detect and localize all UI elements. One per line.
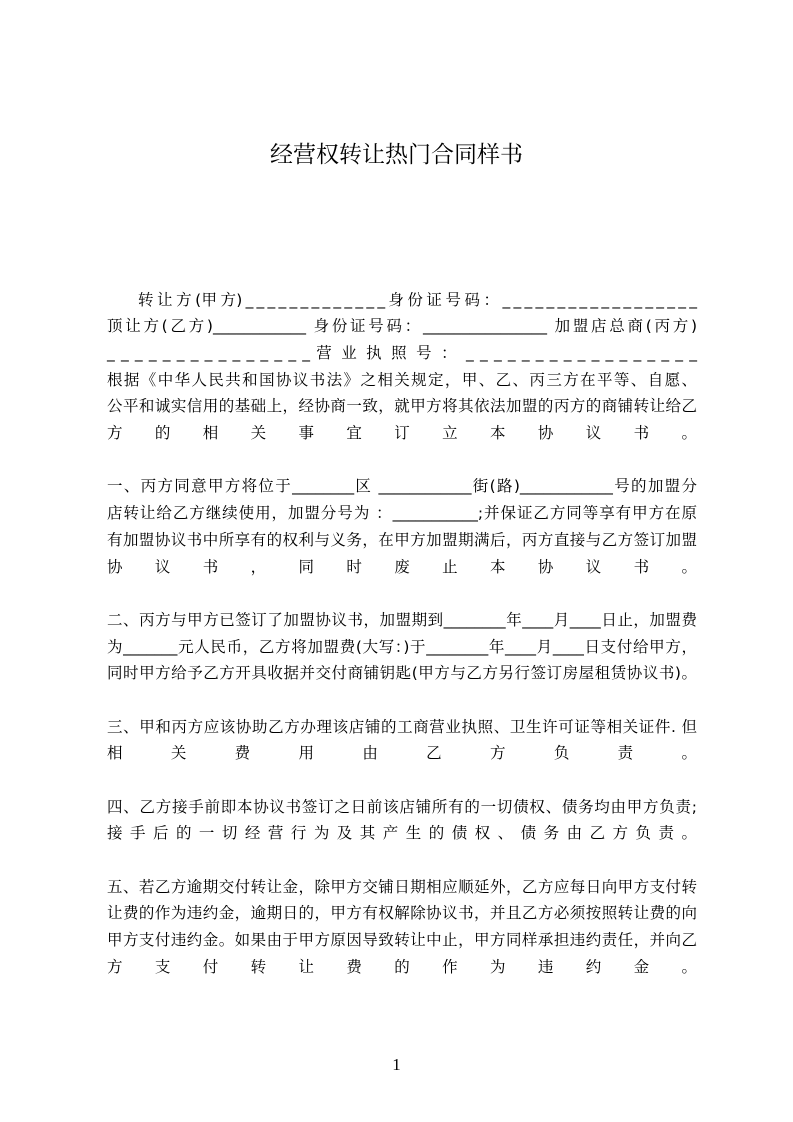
clause-line: 方 支 付 转 让 费 的 作 为 违 约 金 。 bbox=[107, 957, 697, 976]
page-number: 1 bbox=[392, 1055, 401, 1074]
clause-line: 协 议 书 ， 同 时 废 止 本 协 议 书 。 bbox=[107, 557, 697, 576]
clause-line: 五、若乙方逾期交付转让金，除甲方交铺日期相应顺延外，乙方应每日向甲方支付转 bbox=[107, 877, 697, 896]
party-a-line: 转 让 方 (甲 方) _ _ _ _ _ _ _ _ _ _ _ _ _ 身 份 证 号 码 ： _ _ _ _ _ _ _ _ _ _ _ _ _ _ _ _ _ _ bbox=[138, 290, 697, 309]
preamble-line: 根据《中华人民共和国协议书法》之相关规定，甲、乙、丙三方在平等、自愿、 bbox=[107, 370, 697, 389]
clause-5 bbox=[107, 874, 697, 981]
clause-1 bbox=[107, 473, 697, 580]
clause-line: 甲方支付违约金。如果由于甲方原因导致转让中止，甲方同样承担违约责任，并向乙 bbox=[107, 931, 697, 950]
clause-line: 让费的作为违约金，逾期日的，甲方有权解除协议书，并且乙方必须按照转让费的向 bbox=[107, 904, 697, 923]
parties-section bbox=[107, 287, 697, 447]
preamble-line: 公平和诚实信用的基础上，经协商一致，就甲方将其依法加盟的丙方的商铺转让给乙 bbox=[107, 397, 697, 416]
clause-line: 有加盟协议书中所享有的权利与义务，在甲方加盟期满后，丙方直接与乙方签订加盟 bbox=[107, 530, 697, 549]
clause-line: 三、甲和丙方应该协助乙方办理该店铺的工商营业执照、卫生许可证等相关证件. 但 bbox=[107, 717, 697, 736]
document-body bbox=[107, 287, 697, 981]
clause-2 bbox=[107, 607, 697, 687]
clause-line: 接 手 后 的 一 切 经 营 行 为 及 其 产 生 的 债 权 、 债 务 由 乙 方 负 责 。 bbox=[107, 824, 697, 843]
clause-line: 店转让给乙方继续使用，加盟分号为 ：___________;并保证乙方同等享有甲方在原 bbox=[107, 504, 697, 523]
party-c-license-line: _ _ _ _ _ _ _ _ _ _ _ _ _ _ _ 营 业 执 照 号 ： _ _ _ _ _ _ _ _ _ _ _ _ _ _ _ _ _ bbox=[107, 344, 697, 363]
party-b-line: 顶让方(乙方)____________ 身份证号码：________________ 加盟店总商(丙方) bbox=[107, 317, 697, 336]
clause-line: 同时甲方给予乙方开具收据并交付商铺钥匙(甲方与乙方另行签订房屋租赁协议书)。 bbox=[107, 664, 697, 683]
document-title: 经营权转让热门合同样书 bbox=[270, 142, 523, 168]
clause-line: 四、乙方接手前即本协议书签订之日前该店铺所有的一切债权、债务均由甲方负责; bbox=[107, 797, 697, 816]
clause-line: 相 关 费 用 由 乙 方 负 责 。 bbox=[107, 744, 697, 763]
clause-line: 为_______元人民币，乙方将加盟费(大写：)于________年____月____日支付给甲方， bbox=[107, 637, 697, 656]
clause-4 bbox=[107, 794, 697, 847]
clause-line: 一、丙方同意甲方将位于________区 ____________街(路)____________号的加盟分 bbox=[107, 477, 697, 496]
clause-line: 二、丙方与甲方已签订了加盟协议书，加盟期到________年____月____日止，加盟费 bbox=[107, 610, 697, 629]
clause-3 bbox=[107, 714, 697, 767]
preamble-line: 方 的 相 关 事 宜 订 立 本 协 议 书 。 bbox=[107, 424, 697, 443]
